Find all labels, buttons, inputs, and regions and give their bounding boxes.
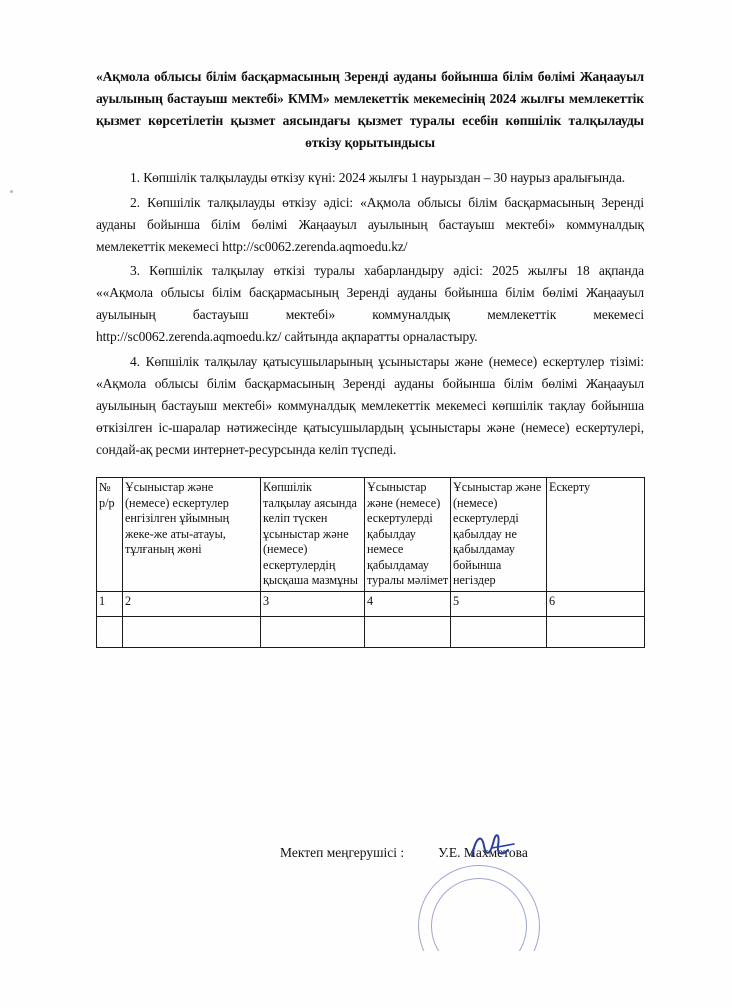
signature-name: У.Е. Махметова <box>438 845 528 860</box>
table-cell-empty <box>261 616 365 647</box>
page-artifact-dot <box>10 190 13 193</box>
table-cell-num-5: 5 <box>451 591 547 616</box>
table-header-cell-decision: Ұсыныстар және (немесе) ескертулерді қабылдау немесе қабылдамау туралы мәлімет <box>365 478 451 591</box>
table-header-cell-organization: Ұсыныстар және (немесе) ескертулер енгізілген ұйымның жеке-же аты-атауы, тұлғаның жөні <box>123 478 261 591</box>
table-header-cell-number: № р/р <box>97 478 123 591</box>
table-cell-empty <box>123 616 261 647</box>
stamp-inner-ring <box>431 878 527 974</box>
table-row <box>97 591 645 616</box>
table-cell-num-3: 3 <box>261 591 365 616</box>
paragraph-4: 4. Көпшілік талқылау қатысушыларының ұсыныстары және (немесе) ескертулер тізімі: «Ақмола облысы білім басқармасының Зеренді ауданы бойынша білім бөлімі Жаңаауыл ауылының бастауыш мектебі» коммуналдық мемлекеттік мекемесі көпшілік тақлау бойынша өткізілген іс-шаралар нәтижесінде қатысушылардың ұсыныстары және (немесе) ескертулері, сондай-ақ ресми интернет-ресурсында келіп түспеді. <box>96 354 644 458</box>
table-cell-num-4: 4 <box>365 591 451 616</box>
table-header-cell-grounds: Ұсыныстар және (немесе) ескертулерді қабылдау не қабылдамау бойынша негіздер <box>451 478 547 591</box>
paragraph-3: 3. Көпшілік талқылау өткізі туралы хабарландыру әдісі: 2025 жылғы 18 ақпанда ««Ақмола облысы білім басқармасының Зеренді ауданы бойынша білім бөлімі Жаңаауыл ауылының бастауыш мектебі» коммуналдық мемлекеттік мекемесі http://sc0062.zerenda.aqmoedu.kz/ сайтында ақпаратты орналастыру. <box>96 263 644 345</box>
proposals-table <box>96 477 645 647</box>
paragraph-1: 1. Көпшілік талқылауды өткізу күні: 2024 жылғы 1 наурыздан – 30 наурыз аралығында. <box>130 170 625 186</box>
table-cell-num-6: 6 <box>547 591 645 616</box>
table-cell-empty <box>365 616 451 647</box>
table-header-cell-note: Ескерту <box>547 478 645 591</box>
signature-position-label: Мектеп меңгерушісі : <box>280 845 405 860</box>
table-cell-num-1: 1 <box>97 591 123 616</box>
table-cell-empty <box>451 616 547 647</box>
table-row <box>97 616 645 647</box>
paragraph-2: 2. Көпшілік талқылауды өткізу әдісі: «Ақмола облысы білім басқармасының Зеренді ауданы бойынша білім бөлімі Жаңаауыл ауылының бастауыш мектебі» коммуналдық мемлекеттік мекемесі http://sc0062.zerenda.aqmoedu.kz/ <box>96 195 644 255</box>
page-title: «Ақмола облысы білім басқармасының Зеренді ауданы бойынша білім бөлімі Жаңаауыл ауылының бастауыш мектебі» КММ» мемлекеттік мекемесінің 2024 жылғы мемлекеттік қызмет көрсетілетін қызмет аясындағы қызмет туралы есебін көпшілік талқылауды өткізу қорытындысы <box>96 69 644 150</box>
table-header-cell-content: Көпшілік талқылау аясында келіп түскен ұсыныстар және (немесе) ескертулердің қысқаша мазмұны <box>261 478 365 591</box>
document-body <box>96 66 644 648</box>
table-cell-empty <box>547 616 645 647</box>
table-cell-empty <box>97 616 123 647</box>
signature-block <box>96 845 644 861</box>
official-stamp <box>418 865 540 987</box>
table-cell-num-2: 2 <box>123 591 261 616</box>
table-header-row <box>97 478 645 591</box>
